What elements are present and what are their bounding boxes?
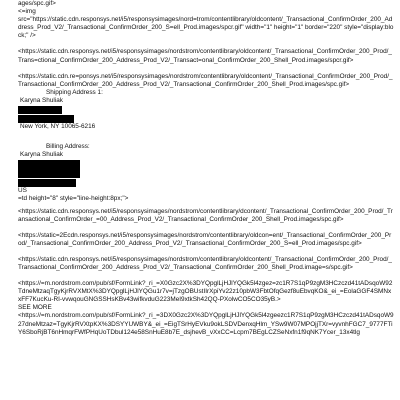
tracking-link-1[interactable]: <https://static.cdn.responsys.net/i5/responsysimages/nordstrom/contentlibrary/oldcontent/_Transactional_ConfirmOrder_200_Prod/_Trans=ctional_ConfirmOrder_200_Address_Prod_V2/_Transact=onal_ConfirmOrder_200_Shell_Prod.images/spcr.gif> xyxy=(18,48,392,64)
redaction-bar xyxy=(18,106,62,114)
tracking-link-2[interactable]: <https://static.cdn.re=ponsys.net/i5/responsysimages/nordstrom/contentlibrary/oldcontent/_Transactional_ConfirmOrder_200_Prod/_Transactional_ConfirmOrder_200_Address_Prod_V2/_Transactional_ConfirmOrder_200_Shell_Prod.images/spc.gif> xyxy=(18,72,393,88)
shipping-address-label: Shipping Address 1: xyxy=(46,88,103,96)
tracking-link-3[interactable]: <https://static.cdn.responsys.net/i5/responsysimages/nordstrom/contentlibrary/dcontent/_Transactional_ConfirmOrder_200_Prod/_Transactional_ConfirmOrder_=00_Address_Prod_V2/_Transactional_ConfirmOrder_200_Shell_Prod.images/spc.gif> xyxy=(18,207,393,223)
top-fragment: ages/spc.gif> xyxy=(18,0,56,7)
billing-name: Karyna Shuliak xyxy=(20,151,63,159)
img-tag-text: <=img src="https://static.cdn.responsys.net/i5/responsysimages/nord=trom/contentlibrary/oldcontent/_Transactional_ConfirmOrder_200_Address_Prod_V2/_Transactional_ConfirmOrder_200_S=ell_Prod.images/spcr.gif" width="1" height="1" border="220" style="display:block;" /> xyxy=(18,8,394,40)
email-body xyxy=(18,0,394,337)
shipping-city: New York, NY 10065-6216 xyxy=(20,123,96,131)
form-link-2[interactable]: <https://=m.nordstrom.com/pub/sf/FormLink?_ri_=3DX0Gzc2X%3DYQpglLjHJlYQGk5l4zgeezc1R7S1qP9zgM3HCzczd41tADsqoW927dneMtzaz=TgyKjrRVXtpKX%3DSYYUWBY&_ei_=EigTSrHyEVku9okLSDVDenxqHlm_YSw9W07MPOjjTXr=vyvnhFGC7_9777FTiY6SboRjBT6nHmqrFWfPHqUoTDbul124e58SnHuE8b7E_dsjhevB_vXxCC=Lcpm7BEgLCZSeNxfn1f9qNK7Ycer_13x4tlg xyxy=(18,312,394,336)
td-tag-text: =td height="8" style="line-height:8px;"> xyxy=(18,195,129,203)
form-link-1[interactable]: <https://=m.nordstrom.com/pub/sf/FormLink?_ri_=X0Gzc2X%3DYQpglLjHJlYQGk5l4zgez=zc1R7S1qP9zgM3HCzczd41tADsqoW92TdneMtzaqTgyKjrRVXMtX%3DYQpglLjHJlYQGu1r7v=jTzgOBUstIIrXpiYv22z10pbW3FbtOfqGezf8uEbvqKO&_ei_=EolaGGF4SMNxxFF7KucKu-RI-vvwqouGNGSSHsKBv43wifkvduG223MeI9xtkSh42QQ-PXolwCO5CO35yB.> xyxy=(18,280,393,304)
tracking-link-4[interactable]: <https://static=2Ecdn.responsys.net/i5/responsysimages/nordstrom/contentlibrary/oldcon=ent/_Transactional_ConfirmOrder_200_Prod/_Transactional_ConfirmOrder_200_Address_Prod_V2/_Transactional_ConfirmOrder_200_S=ell_Prod.images/spc.gif> xyxy=(18,231,392,247)
tracking-link-5[interactable]: <https://static.cdn.responsys.net/i5/responsysimages/nordstrom/contentlibrary/oldcontent/_Transactional_ConfirmOrder_200_Prod/_Transactional_ConfirmOrder_200_Address_Prod_V2/_Transactional_ConfirmOrder_200_Shell_Prod.image=s/spc.gif> xyxy=(18,255,392,271)
see-more-link[interactable]: SEE MORE xyxy=(18,304,52,312)
billing-address-label: Billing Address: xyxy=(46,143,90,151)
shipping-name: Karyna Shuliak xyxy=(20,96,63,104)
redaction-bar xyxy=(18,160,80,178)
redaction-bar xyxy=(18,115,74,123)
redaction-bar xyxy=(18,179,76,187)
billing-country: US xyxy=(18,187,27,195)
